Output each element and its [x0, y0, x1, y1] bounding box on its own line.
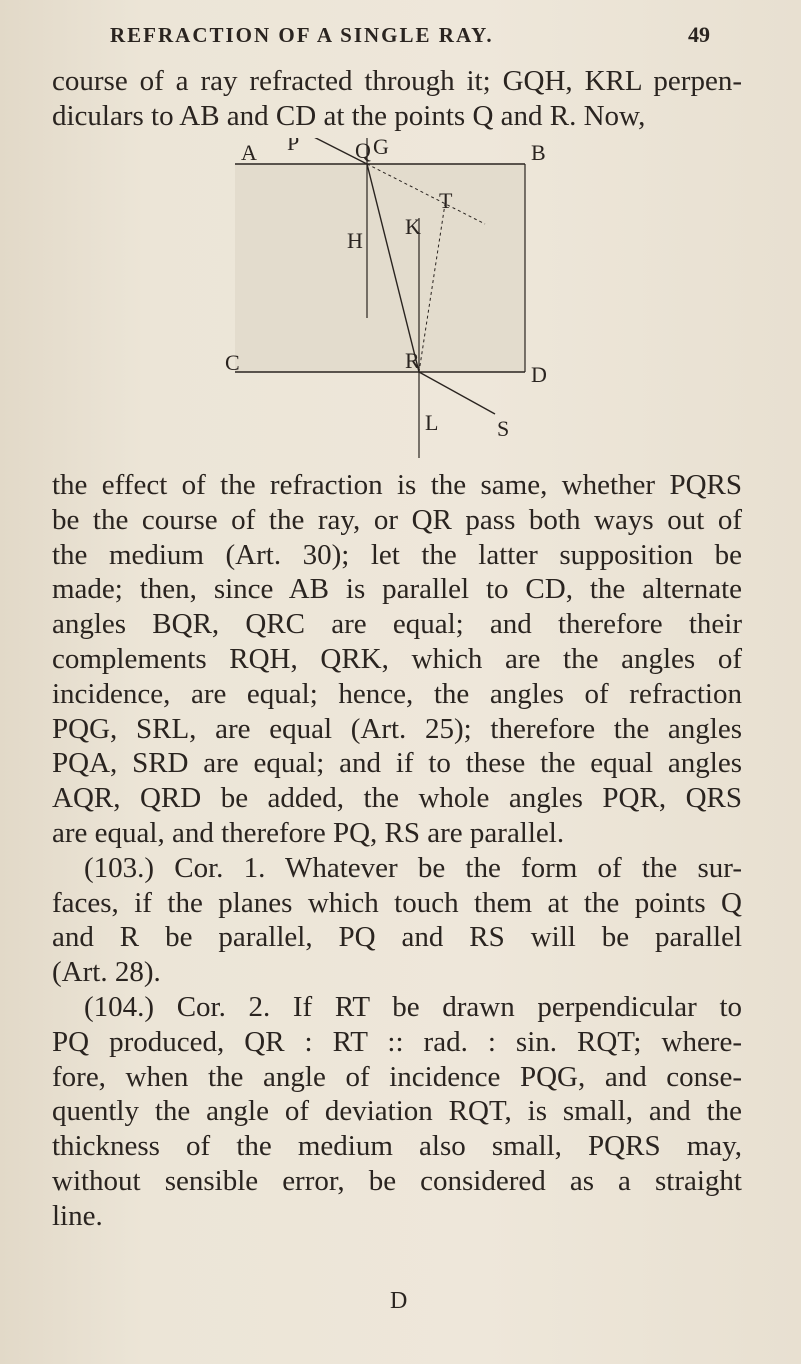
label-a: A — [241, 140, 257, 165]
text-line: diculars to AB and CD at the points Q and R. Now, — [52, 99, 646, 132]
text-line: thickness of the medium also small, PQRS may, — [52, 1130, 742, 1163]
refraction-diagram — [195, 138, 585, 464]
paragraph-top — [52, 64, 742, 134]
text-line: faces, if the planes which touch them at the points Q — [52, 886, 742, 919]
text-line: made; then, since AB is parallel to CD, the alternate — [52, 573, 742, 606]
text-line: PQA, SRD are equal; and if to these the equal angles — [52, 747, 742, 780]
label-p: P — [287, 138, 300, 155]
text-line: (104.) Cor. 2. If RT be drawn perpendicular to — [84, 990, 742, 1023]
text-line: without sensible error, be considered as a straight — [52, 1164, 742, 1197]
diagram-svg — [195, 138, 585, 464]
text-line: are equal, and therefore PQ, RS are parallel. — [52, 816, 565, 849]
text-line: angles BQR, QRC are equal; and therefore their — [52, 608, 742, 641]
text-line: course of a ray refracted through it; GQH, KRL perpen- — [52, 65, 742, 97]
ray-rs — [419, 372, 495, 414]
signature-mark: D — [390, 1288, 408, 1314]
text-line: and R be parallel, PQ and RS will be parallel — [52, 921, 742, 954]
label-k: K — [405, 214, 421, 239]
label-h: H — [347, 228, 363, 253]
text-line: incidence, are equal; hence, the angles of refraction — [52, 677, 742, 710]
text-line: complements RQH, QRK, which are the angles of — [52, 642, 742, 675]
label-d: D — [531, 362, 547, 387]
label-t: T — [439, 188, 453, 213]
page-number: 49 — [688, 22, 710, 47]
text-line: (103.) Cor. 1. Whatever be the form of the sur- — [84, 851, 742, 884]
text-line: fore, when the angle of incidence PQG, and conse- — [52, 1060, 742, 1093]
label-c: C — [225, 350, 240, 375]
text-line: quently the angle of deviation RQT, is small, and the — [52, 1095, 742, 1128]
label-g: G — [373, 138, 389, 159]
page-header — [110, 22, 710, 48]
text-line: the medium (Art. 30); let the latter supposition be — [52, 538, 742, 571]
text-line: AQR, QRD be added, the whole angles PQR, QRS — [52, 782, 742, 815]
label-q: Q — [355, 138, 371, 163]
text-line: PQG, SRL, are equal (Art. 25); therefore the angles — [52, 712, 742, 745]
text-line: (Art. 28). — [52, 956, 161, 989]
text-line: be the course of the ray, or QR pass both ways out of — [52, 503, 742, 536]
paragraph-body — [52, 468, 742, 1234]
label-s: S — [497, 416, 510, 441]
running-title: REFRACTION OF A SINGLE RAY. — [110, 23, 494, 47]
label-r: R — [405, 348, 420, 373]
text-line: PQ produced, QR : RT :: rad. : sin. RQT; where- — [52, 1025, 742, 1058]
text-line: line. — [52, 1199, 103, 1232]
label-l: L — [425, 410, 439, 435]
label-b: B — [531, 140, 546, 165]
text-line: the effect of the refraction is the same, whether PQRS — [52, 469, 742, 501]
medium-slab — [235, 164, 525, 372]
